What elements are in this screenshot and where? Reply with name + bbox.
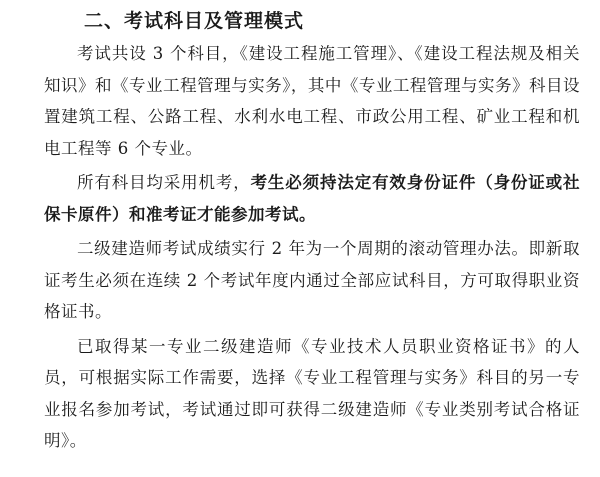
paragraph-score-management: 二级建造师考试成绩实行 2 年为一个周期的滚动管理办法。即新取证考生必须在连续 2 个考试年度内通过全部应试科目，方可取得职业资格证书。 <box>44 239 580 321</box>
paragraph-additional-specialty: 已取得某一专业二级建造师《专业技术人员职业资格证书》的人员，可根据实际工作需要，选择《专业工程管理与实务》科目的另一专业报名参加考试，考试通过即可获得二级建造师《专业类别考试合格证明》。 <box>44 336 580 450</box>
paragraph-exam-subjects: 考试共设 3 个科目，《建设工程施工管理》、《建设工程法规及相关知识》和《专业工程管理与实务》，其中《专业工程管理与实务》科目设置建筑工程、公路工程、水利水电工程、市政公用工程、矿业工程和机电工程等 6 个专业。 <box>44 44 580 158</box>
paragraph-exam-requirements-bold: 考生必须持法定有效身份证件（身份证或社保卡原件）和准考证才能参加考试。 <box>44 173 581 224</box>
paragraph-exam-requirements-normal: 所有科目均采用机考， <box>77 173 251 192</box>
section-heading: 二、考试科目及管理模式 <box>84 10 305 32</box>
paragraph-exam-requirements <box>44 167 580 230</box>
